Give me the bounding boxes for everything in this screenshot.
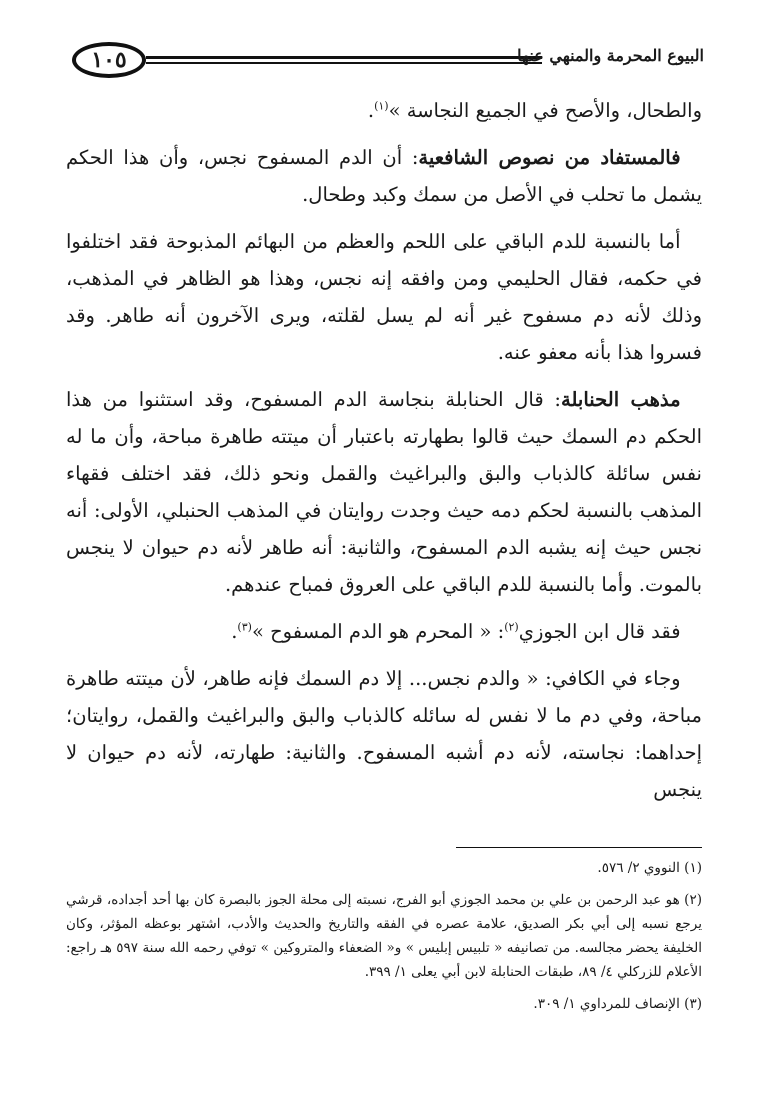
paragraph-text: وجاء في الكافي: « والدم نجس... إلا دم السمك فإنه طاهر، لأن ميتته طاهرة مباحة، وفي دم ما لا نفس له سائله كالذباب والبق والبراغيث والقمل، روايتان؛ إحداهما: نجاسته، لأنه دم أشبه المسفوح. والثانية: طهارته، لأنه دم حيوان لا ينجس	[66, 667, 702, 801]
paragraph-lead: فالمستفاد من نصوص الشافعية	[418, 146, 681, 169]
page-header	[62, 40, 702, 84]
footnote-text: النووي ٢/ ٥٧٦.	[597, 860, 680, 876]
paragraph-5	[66, 613, 702, 650]
page-number: ١٠٥	[72, 42, 146, 78]
paragraph-text: : أن الدم المسفوح نجس، وأن هذا الحكم يشمل ما تحلب في الأصل من سمك وكبد وطحال.	[66, 146, 702, 206]
paragraph-text: والطحال، والأصح في الجميع النجاسة »	[388, 99, 702, 122]
paragraph-tail: : « المحرم هو الدم المسفوح »	[251, 620, 505, 643]
footnotes	[66, 856, 702, 1024]
paragraph-text: فقد قال ابن الجوزي	[518, 620, 681, 643]
paragraph-1	[66, 92, 702, 129]
footnote-separator	[456, 847, 702, 848]
paragraph-text: : قال الحنابلة بنجاسة الدم المسفوح، وقد استثنوا من هذا الحكم دم السمك حيث قالوا بطهارته باعتبار أن ميتته طاهرة مباحة، وأن ما له نفس سائلة كالذباب والبق والبراغيث والقمل ونحو ذلك، فقد اختلف فقهاء المذهب بالنسبة لحكم دمه حيث وجدت روايتان في المذهب الحنبلي، الأولى: أنه نجس حيث إنه يشبه الدم المسفوح، والثانية: أنه طاهر لأنه دم حيوان لا ينجس بالموت. وأما بالنسبة للدم الباقي على العروق فمباح عندهم.	[66, 388, 702, 596]
paragraph-text: أما بالنسبة للدم الباقي على اللحم والعظم من البهائم المذبوحة فقد اختلفوا في حكمه، فقال الحليمي ومن وافقه إنه نجس، وهذا هو الظاهر في المذهب، وذلك لأنه دم مسفوح غير أنه لم يسل لقلته، ويرى الآخرون أنه طاهر. وقد فسروا هذا بأنه معفو عنه.	[66, 230, 702, 364]
footnote-text: الإنصاف للمرداوي ١/ ٣٠٩.	[533, 996, 680, 1012]
paragraph-tail: .	[367, 99, 375, 122]
footnote-ref: (٢)	[504, 620, 519, 634]
footnote-3	[66, 992, 702, 1016]
footnote-number: (٣)	[684, 996, 702, 1012]
header-rule	[146, 56, 542, 63]
paragraph-4	[66, 381, 702, 603]
paragraph-6	[66, 660, 702, 808]
paragraph-tail: .	[231, 620, 238, 643]
footnote-text: هو عبد الرحمن بن علي بن محمد الجوزي أبو الفرج، نسبته إلى محلة الجوز بالبصرة كان بها أحد أجداده، قرشي يرجع نسبه إلى أبي بكر الصديق، علامة عصره في الفقه والتاريخ والحديث والأدب، اشتهر بوعظه المؤثر، وكان الخليفة يحضر مجالسه. من تصانيفه « تلبيس إبليس » و« الضعفاء والمتروكين » توفي رحمه الله سنة ٥٩٧ هـ راجع: الأعلام للزركلي ٤/ ٨٩، طبقات الحنابلة لابن أبي يعلى ١/ ٣٩٩.	[66, 892, 702, 980]
paragraph-3	[66, 223, 702, 371]
footnote-number: (١)	[684, 860, 702, 876]
main-text	[66, 92, 702, 818]
paragraph-2	[66, 139, 702, 213]
footnote-number: (٢)	[684, 892, 702, 908]
footnote-ref: (١)	[374, 99, 389, 113]
footnote-2	[66, 888, 702, 984]
running-title: البيوع المحرمة والمنهي عنها	[517, 46, 704, 65]
footnote-1	[66, 856, 702, 880]
paragraph-lead: مذهب الحنابلة	[561, 388, 681, 411]
footnote-ref: (٣)	[237, 620, 252, 634]
